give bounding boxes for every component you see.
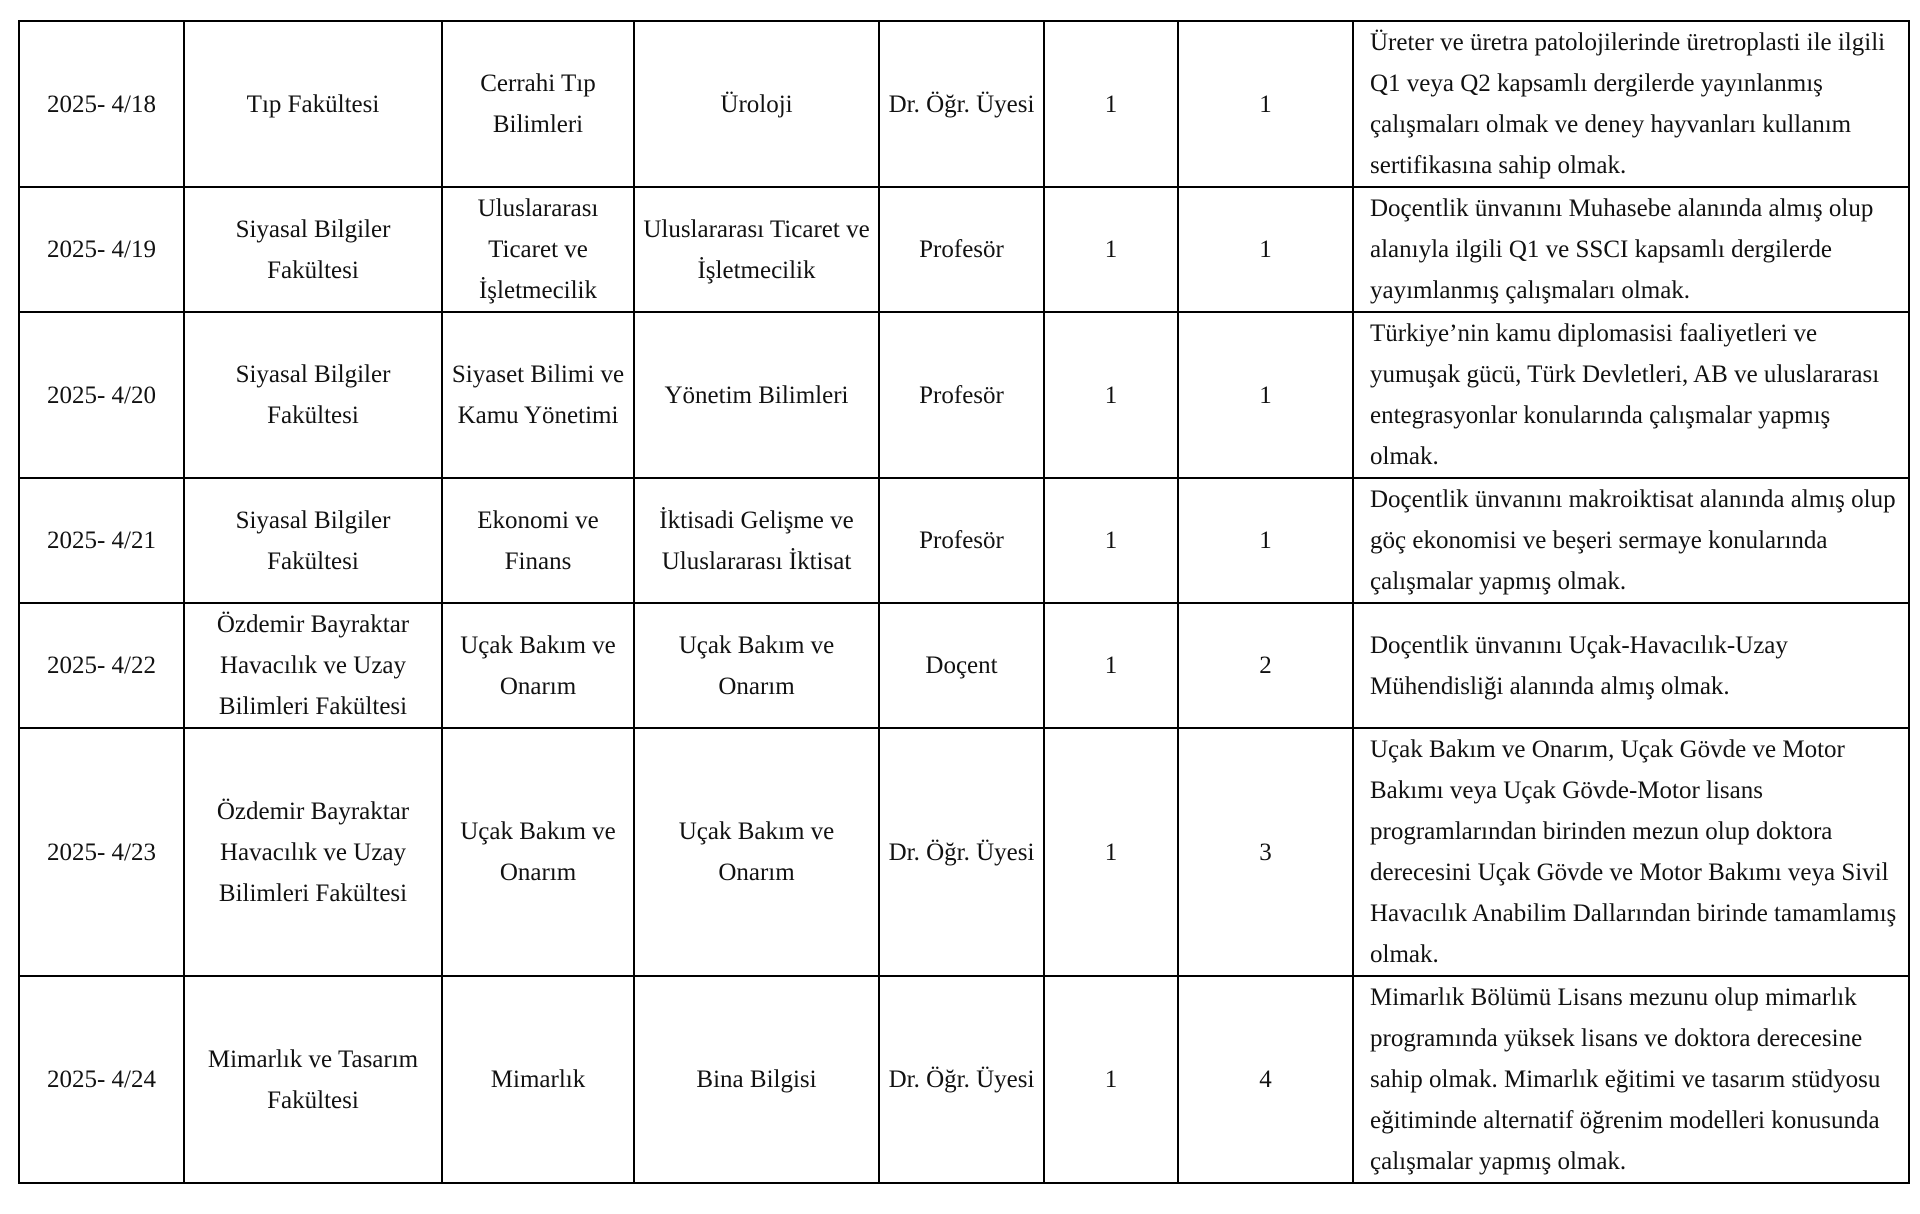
cell-requirements: Üreter ve üretra patolojilerinde üretroplasti ile ilgili Q1 veya Q2 kapsamlı dergilerde yayınlanmış çalışmaları olmak ve deney hayvanları kullanım sertifikasına sahip olmak. <box>1353 21 1909 187</box>
cell-program: Uçak Bakım ve Onarım <box>634 603 879 728</box>
cell-title: Dr. Öğr. Üyesi <box>879 21 1044 187</box>
cell-code: 2025- 4/20 <box>19 312 184 478</box>
cell-degree: 3 <box>1178 728 1353 976</box>
table-row <box>19 187 1909 312</box>
cell-department: Siyaset Bilimi ve Kamu Yönetimi <box>442 312 634 478</box>
cell-code: 2025- 4/18 <box>19 21 184 187</box>
cell-requirements: Türkiye’nin kamu diplomasisi faaliyetleri ve yumuşak gücü, Türk Devletleri, AB ve uluslararası entegrasyonlar konularında çalışmalar yapmış olmak. <box>1353 312 1909 478</box>
cell-program: Uluslararası Ticaret ve İşletmecilik <box>634 187 879 312</box>
cell-code: 2025- 4/24 <box>19 976 184 1183</box>
cell-department: Uluslararası Ticaret ve İşletmecilik <box>442 187 634 312</box>
cell-degree: 4 <box>1178 976 1353 1183</box>
cell-count: 1 <box>1044 312 1178 478</box>
cell-department: Uçak Bakım ve Onarım <box>442 728 634 976</box>
cell-requirements: Doçentlik ünvanını makroiktisat alanında almış olup göç ekonomisi ve beşeri sermaye konularında çalışmalar yapmış olmak. <box>1353 478 1909 603</box>
cell-title: Profesör <box>879 312 1044 478</box>
cell-degree: 1 <box>1178 478 1353 603</box>
cell-title: Dr. Öğr. Üyesi <box>879 976 1044 1183</box>
cell-degree: 2 <box>1178 603 1353 728</box>
table-row <box>19 603 1909 728</box>
cell-code: 2025- 4/19 <box>19 187 184 312</box>
cell-department: Ekonomi ve Finans <box>442 478 634 603</box>
cell-program: Bina Bilgisi <box>634 976 879 1183</box>
cell-program: Yönetim Bilimleri <box>634 312 879 478</box>
cell-count: 1 <box>1044 976 1178 1183</box>
cell-title: Dr. Öğr. Üyesi <box>879 728 1044 976</box>
cell-degree: 1 <box>1178 21 1353 187</box>
table-row <box>19 312 1909 478</box>
cell-program: Üroloji <box>634 21 879 187</box>
position-listing-table <box>18 20 1910 1184</box>
cell-faculty: Siyasal Bilgiler Fakültesi <box>184 312 442 478</box>
table-row <box>19 976 1909 1183</box>
table-row <box>19 21 1909 187</box>
cell-requirements: Uçak Bakım ve Onarım, Uçak Gövde ve Motor Bakımı veya Uçak Gövde-Motor lisans programlarından birinden mezun olup doktora derecesini Uçak Gövde ve Motor Bakımı veya Sivil Havacılık Anabilim Dallarından birinde tamamlamış olmak. <box>1353 728 1909 976</box>
cell-department: Uçak Bakım ve Onarım <box>442 603 634 728</box>
cell-code: 2025- 4/23 <box>19 728 184 976</box>
cell-faculty: Siyasal Bilgiler Fakültesi <box>184 478 442 603</box>
cell-department: Mimarlık <box>442 976 634 1183</box>
cell-faculty: Siyasal Bilgiler Fakültesi <box>184 187 442 312</box>
cell-requirements: Doçentlik ünvanını Uçak-Havacılık-Uzay Mühendisliği alanında almış olmak. <box>1353 603 1909 728</box>
cell-faculty: Özdemir Bayraktar Havacılık ve Uzay Bilimleri Fakültesi <box>184 728 442 976</box>
cell-title: Profesör <box>879 187 1044 312</box>
cell-program: İktisadi Gelişme ve Uluslararası İktisat <box>634 478 879 603</box>
cell-faculty: Özdemir Bayraktar Havacılık ve Uzay Bilimleri Fakültesi <box>184 603 442 728</box>
cell-degree: 1 <box>1178 312 1353 478</box>
table-row <box>19 478 1909 603</box>
cell-requirements: Doçentlik ünvanını Muhasebe alanında almış olup alanıyla ilgili Q1 ve SSCI kapsamlı dergilerde yayımlanmış çalışmaları olmak. <box>1353 187 1909 312</box>
cell-faculty: Mimarlık ve Tasarım Fakültesi <box>184 976 442 1183</box>
cell-title: Profesör <box>879 478 1044 603</box>
cell-code: 2025- 4/22 <box>19 603 184 728</box>
cell-title: Doçent <box>879 603 1044 728</box>
cell-requirements: Mimarlık Bölümü Lisans mezunu olup mimarlık programında yüksek lisans ve doktora derecesine sahip olmak. Mimarlık eğitimi ve tasarım stüdyosu eğitiminde alternatif öğrenim modelleri konusunda çalışmalar yapmış olmak. <box>1353 976 1909 1183</box>
cell-department: Cerrahi Tıp Bilimleri <box>442 21 634 187</box>
cell-degree: 1 <box>1178 187 1353 312</box>
cell-count: 1 <box>1044 478 1178 603</box>
cell-count: 1 <box>1044 187 1178 312</box>
cell-count: 1 <box>1044 21 1178 187</box>
cell-count: 1 <box>1044 728 1178 976</box>
cell-count: 1 <box>1044 603 1178 728</box>
table-row <box>19 728 1909 976</box>
cell-code: 2025- 4/21 <box>19 478 184 603</box>
cell-program: Uçak Bakım ve Onarım <box>634 728 879 976</box>
cell-faculty: Tıp Fakültesi <box>184 21 442 187</box>
